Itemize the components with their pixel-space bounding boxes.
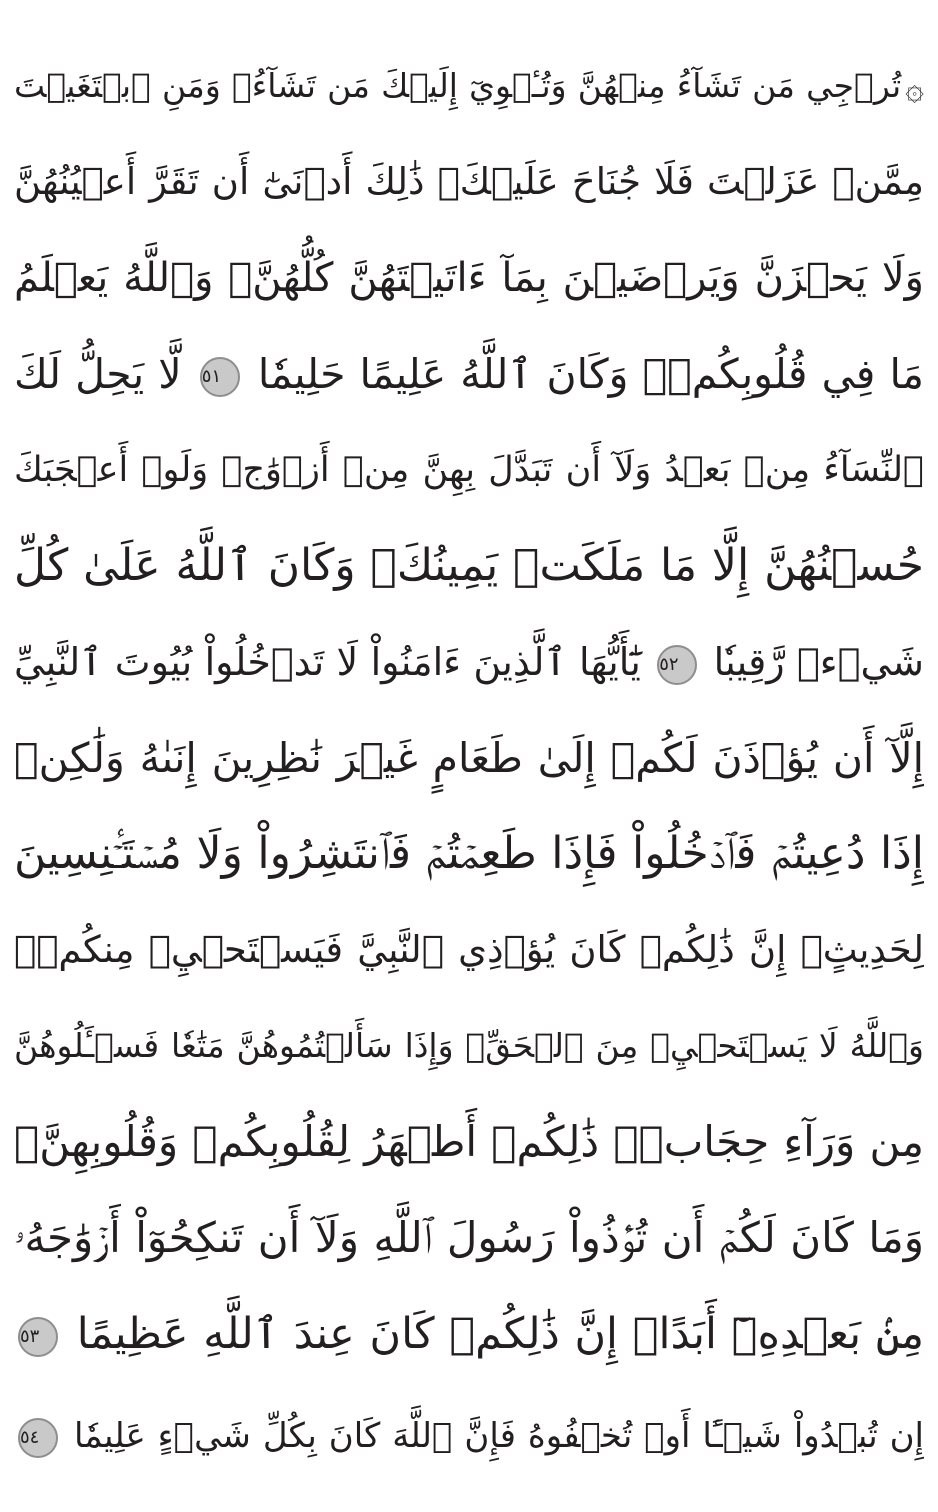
verse-line-8 <box>14 712 924 804</box>
verse-text: حُسۡنُهُنَّ إِلَّا مَا مَلَكَتۡ يَمِينُكَۗ وَكَانَ ٱللَّهُ عَلَىٰ كُلِّ <box>14 540 924 591</box>
ayah-number-marker: ٥٤ <box>18 1418 58 1458</box>
verse-line-12 <box>14 1096 924 1188</box>
verse-line-15 <box>14 1390 924 1482</box>
verse-text: وَٱللَّهُ لَا يَسۡتَحۡيِۦ مِنَ ٱلۡحَقِّۚ وَإِذَا سَأَلۡتُمُوهُنَّ مَتَٰعٗا فَسۡـَٔلُوهُنَّ <box>14 1026 924 1065</box>
verse-line-13 <box>14 1192 924 1284</box>
verse-text: إِلَّآ أَن يُؤۡذَنَ لَكُمۡ إِلَىٰ طَعَامٍ غَيۡرَ نَٰظِرِينَ إِنَىٰهُ وَلَٰكِنۡ <box>14 734 924 782</box>
verse-text: لِحَدِيثٍۚ إِنَّ ذَٰلِكُمۡ كَانَ يُؤۡذِي ٱلنَّبِيَّ فَيَسۡتَحۡيِۦ مِنكُمۡۖ <box>14 928 924 971</box>
verse-text: مِن وَرَآءِ حِجَابٖۚ ذَٰلِكُمۡ أَطۡهَرُ لِقُلُوبِكُمۡ وَقُلُوبِهِنَّۚ <box>14 1117 924 1166</box>
verse-line-3 <box>14 232 924 324</box>
verse-text: مَا فِي قُلُوبِكُمۡۚ وَكَانَ ٱللَّهُ عَلِيمًا حَلِيمٗا <box>257 350 924 398</box>
verse-text: يَٰٓأَيُّهَا ٱلَّذِينَ ءَامَنُواْ لَا تَدۡخُلُواْ بُيُوتَ ٱلنَّبِيِّ <box>14 640 641 684</box>
verse-line-7 <box>14 616 924 708</box>
verse-line-9 <box>14 808 924 900</box>
verse-text: وَلَا يَحۡزَنَّ وَيَرۡضَيۡنَ بِمَآ ءَاتَيۡتَهُنَّ كُلُّهُنَّۚ وَٱللَّهُ يَعۡلَمُ <box>14 255 924 301</box>
verse-line-4 <box>14 328 924 420</box>
verse-line-5 <box>14 424 924 516</box>
verse-line-14 <box>14 1288 924 1380</box>
verse-line-11 <box>14 1000 924 1092</box>
verse-text: تُرۡجِي مَن تَشَآءُ مِنۡهُنَّ وَتُـٔۡوِيٓ إِلَيۡكَ مَن تَشَآءُۖ وَمَنِ ٱبۡتَغَيۡتَ <box>14 66 902 105</box>
ayah-number-marker: ٥٣ <box>18 1317 58 1357</box>
verse-text: وَمَا كَانَ لَكُمۡ أَن تُؤۡذُواْ رَسُولَ ٱللَّهِ وَلَآ أَن تَنكِحُوٓاْ أَزۡوَٰجَهُۥ <box>14 1213 924 1262</box>
verse-line-6 <box>14 520 924 612</box>
hizb-quarter-marker: ۞ <box>905 68 924 107</box>
verse-text: شَيۡءٖ رَّقِيبٗا <box>713 640 924 684</box>
verse-text: إِذَا دُعِيتُمۡ فَٱدۡخُلُواْ فَإِذَا طَعِمۡتُمۡ فَٱنتَشِرُواْ وَلَا مُسۡتَـٔۡنِسِينَ <box>14 828 924 879</box>
verse-line-10 <box>14 904 924 996</box>
verse-line-1 <box>14 40 924 132</box>
ayah-number-marker: ٥١ <box>200 357 240 397</box>
ayah-number-marker: ٥٢ <box>657 645 697 685</box>
verse-text: لَّا يَحِلُّ لَكَ <box>14 350 182 398</box>
verse-text: مِنۢ بَعۡدِهِۦٓ أَبَدًاۚ إِنَّ ذَٰلِكُمۡ كَانَ عِندَ ٱللَّهِ عَظِيمًا <box>76 1309 924 1359</box>
verse-text: ٱلنِّسَآءُ مِنۢ بَعۡدُ وَلَآ أَن تَبَدَّلَ بِهِنَّ مِنۡ أَزۡوَٰجٖ وَلَوۡ أَعۡجَبَكَ <box>14 450 924 490</box>
verse-text: إِن تُبۡدُواْ شَيۡـًٔا أَوۡ تُخۡفُوهُ فَإِنَّ ٱللَّهَ كَانَ بِكُلِّ شَيۡءٍ عَلِيمٗا <box>73 1416 924 1456</box>
verse-text: مِمَّنۡ عَزَلۡتَ فَلَا جُنَاحَ عَلَيۡكَۚ ذَٰلِكَ أَدۡنَىٰٓ أَن تَقَرَّ أَعۡيُنُهُنَّ <box>14 160 924 203</box>
verse-line-2 <box>14 136 924 228</box>
